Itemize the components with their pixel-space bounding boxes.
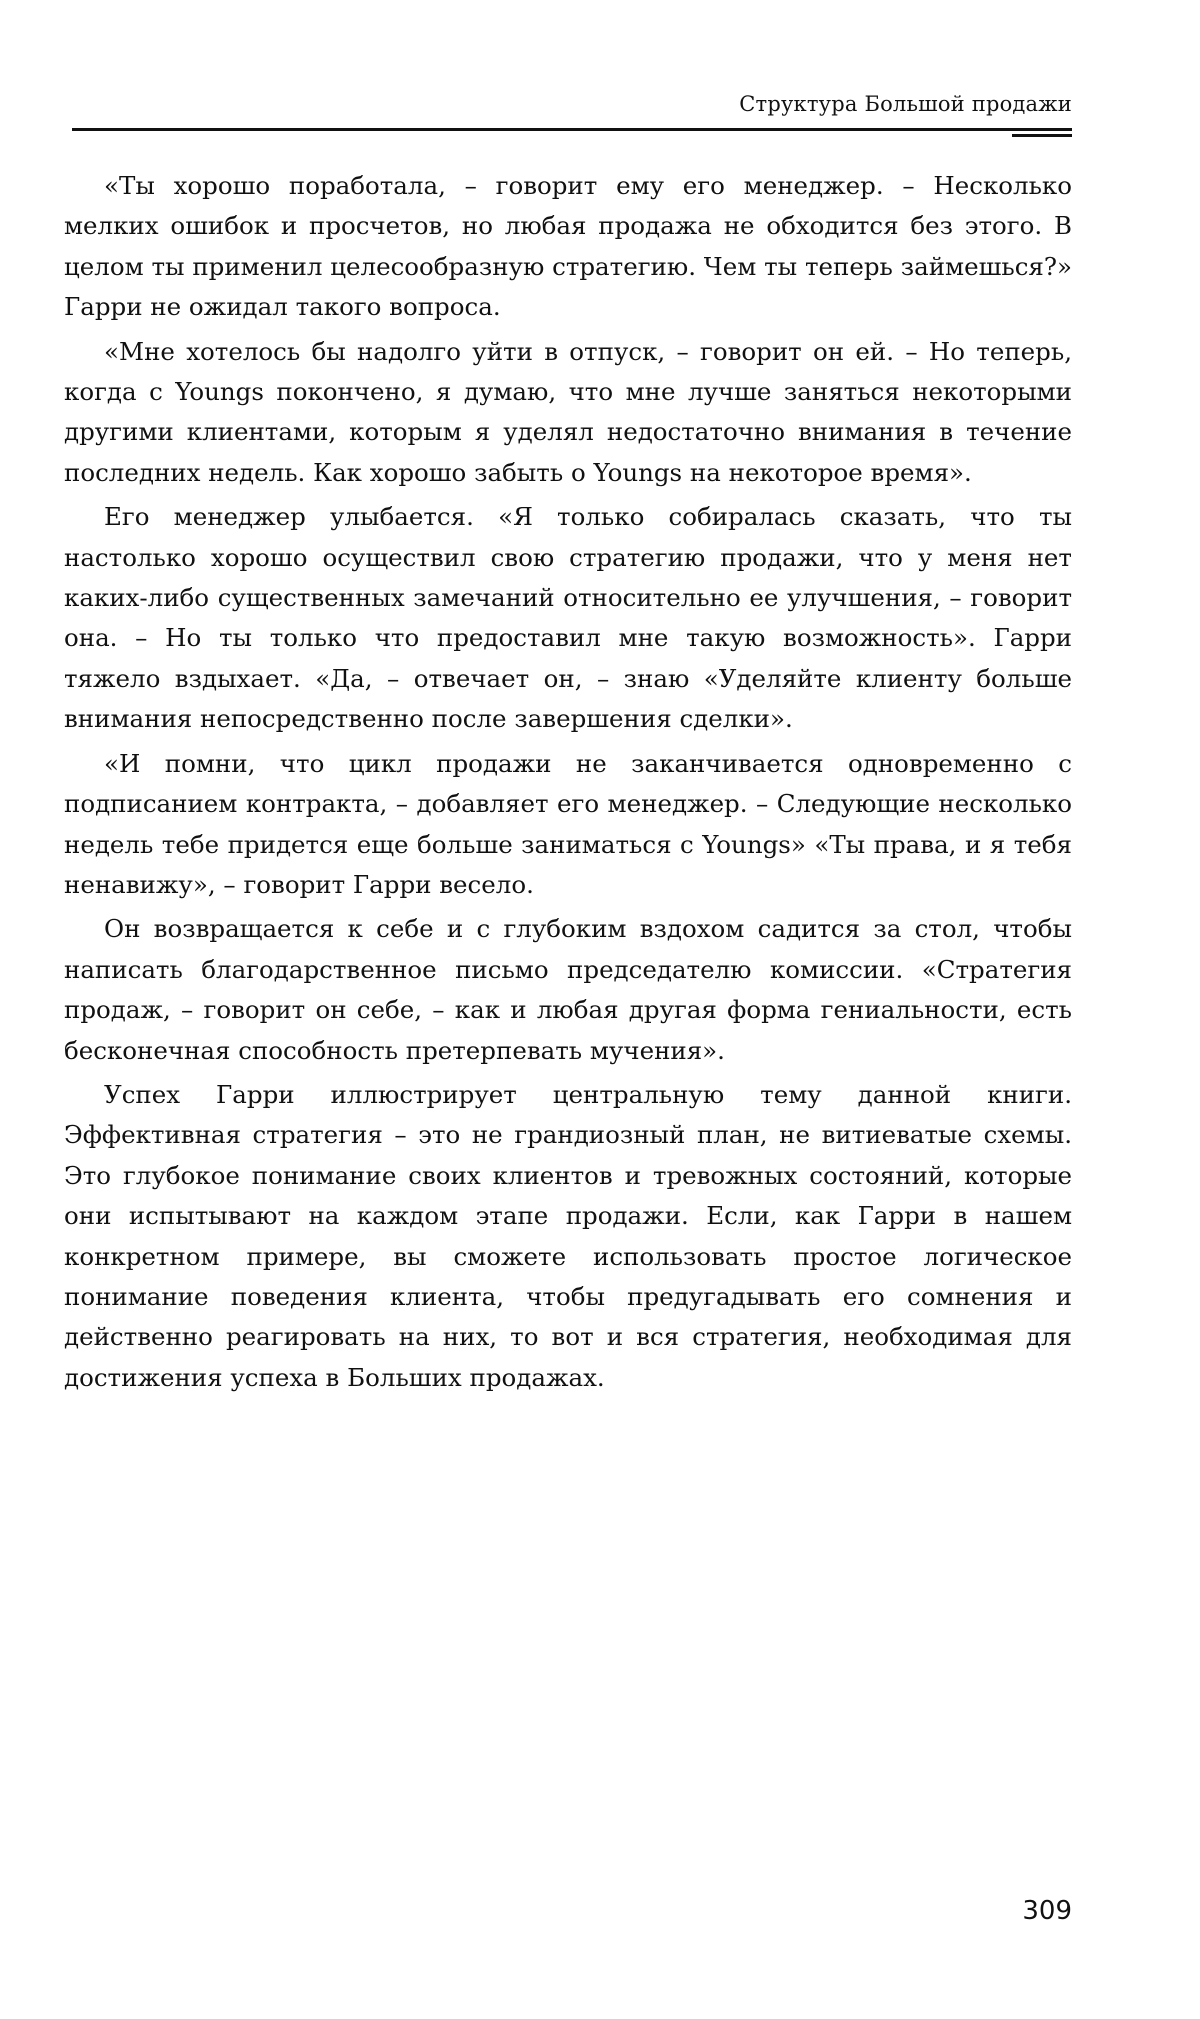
paragraph: Успех Гарри иллюстрирует центральную тему данной книги. Эффективная стратегия – это не грандиозный план, не витиеватые схемы. Это глубокое понимание своих клиентов и тревожных состояний, которые они испытывают на каждом этапе продажи. Если, как Гарри в нашем конкретном примере, вы сможете использовать простое логическое понимание поведения клиента, чтобы предугадывать его сомнения и действенно реагировать на них, то вот и вся стратегия, необходимая для достижения успеха в Больших продажах. (64, 1079, 1072, 1392)
paragraph: «Мне хотелось бы надолго уйти в отпуск, – говорит он ей. – Но теперь, когда с Youngs покончено, я думаю, что мне лучше заняться некоторыми другими клиентами, которым я уделял недостаточно внимания в течение последних недель. Как хорошо забыть о Youngs на некоторое время». (64, 336, 1072, 487)
paragraph: «И помни, что цикл продажи не заканчивается одновременно с подписанием контракта, – добавляет его менеджер. – Следующие несколько недель тебе придется еще больше заниматься с Youngs» «Ты права, и я тебя ненавижу», – говорит Гарри весело. (64, 748, 1072, 899)
paragraph: Он возвращается к себе и с глубоким вздохом садится за стол, чтобы написать благодарственное письмо председателю комиссии. «Стратегия продаж, – говорит он себе, – как и любая другая форма гениальности, есть бесконечная способность претерпевать мучения». (64, 914, 1072, 1065)
running-head: Структура Большой продажи (739, 92, 1072, 116)
paragraph: Его менеджер улыбается. «Я только собиралась сказать, что ты настолько хорошо осуществил свою стратегию продажи, что у меня нет каких-либо существенных замечаний относительно ее улучшения, – говорит она. – Но ты только что предоставил мне такую возможность». Гарри тяжело вздыхает. «Да, – отвечает он, – знаю «Уделяйте клиенту больше внимания непосредственно после завершения сделки». (64, 502, 1072, 734)
page-number: 309 (1022, 1896, 1072, 1926)
body-text (64, 166, 1072, 1402)
paragraph: «Ты хорошо поработала, – говорит ему его менеджер. – Несколько мелких ошибок и просчетов, но любая продажа не обходится без этого. В целом ты применил целесообразную стратегию. Чем ты теперь займешься?» Гарри не ожидал такого вопроса. (64, 171, 1072, 322)
header-rule (72, 128, 1072, 131)
header-rule-accent (1012, 134, 1072, 137)
